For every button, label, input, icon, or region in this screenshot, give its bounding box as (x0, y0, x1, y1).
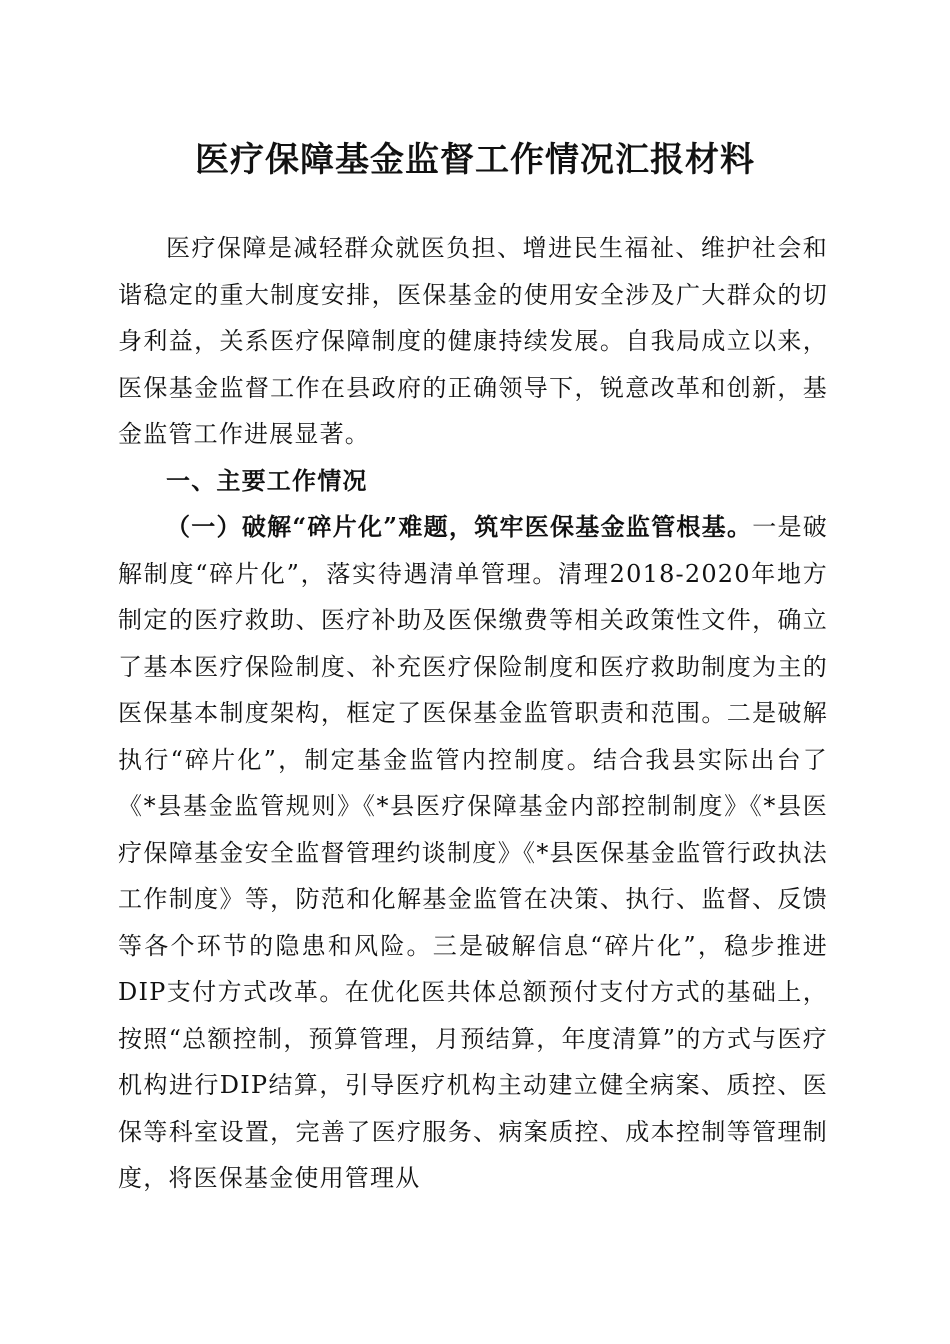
document-body (118, 225, 828, 1202)
subsection-paragraph (118, 504, 828, 1202)
subsection-heading: （一）破解“碎片化”难题，筑牢医保基金监管根基。 (166, 512, 753, 541)
document-title: 医疗保障基金监督工作情况汇报材料 (195, 140, 755, 180)
subsection-body: 一是破解制度“碎片化”，落实待遇清单管理。清理2018-2020年地方制定的医疗救助、医疗补助及医保缴费等相关政策性文件，确立了基本医疗保险制度、补充医疗保险制度和医疗救助制度为主的医保基本制度架构，框定了医保基金监管职责和范围。二是破解执行“碎片化”，制定基金监管内控制度。结合我县实际出台了《*县基金监管规则》《*县医疗保障基金内部控制制度》《*县医疗保障基金安全监督管理约谈制度》《*县医保基金监管行政执法工作制度》等，防范和化解基金监管在决策、执行、监督、反馈等各个环节的隐患和风险。三是破解信息“碎片化”，稳步推进DIP支付方式改革。在优化医共体总额预付支付方式的基础上，按照“总额控制，预算管理，月预结算，年度清算”的方式与医疗机构进行DIP结算，引导医疗机构主动建立健全病案、质控、医保等科室设置，完善了医疗服务、病案质控、成本控制等管理制度，将医保基金使用管理从 (118, 513, 828, 1192)
section-heading: 一、主要工作情况 (166, 466, 368, 495)
intro-paragraph: 医疗保障是减轻群众就医负担、增进民生福祉、维护社会和谐稳定的重大制度安排，医保基金的使用安全涉及广大群众的切身利益，关系医疗保障制度的健康持续发展。自我局成立以来，医保基金监督工作在县政府的正确领导下，锐意改革和创新，基金监管工作进展显著。 (118, 234, 828, 448)
